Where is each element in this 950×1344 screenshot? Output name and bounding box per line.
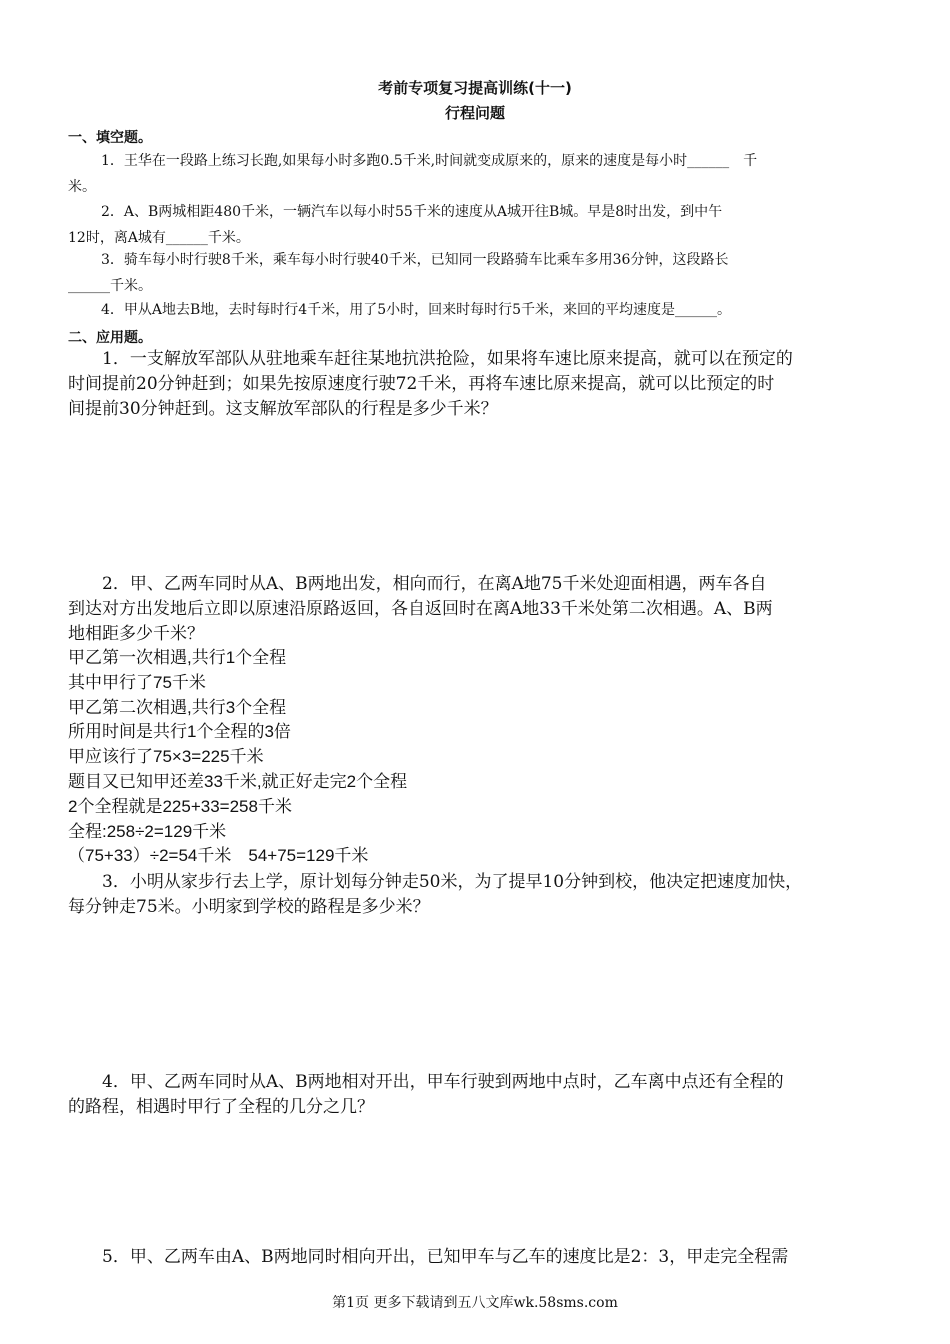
section-application-heading: 二、应用题。 <box>68 330 152 346</box>
fill-question-1-line1: 1．王华在一段路上练习长跑,如果每小时多跑0.5千米,时间就变成原来的，原来的速度是每小时______ 千 <box>101 153 758 169</box>
solution-line: 全程:258÷2=129千米 <box>68 821 227 841</box>
application-question-4-line2: 的路程，相遇时甲行了全程的几分之几？ <box>68 1097 374 1117</box>
application-question-1-line3: 间提前30分钟赶到。这支解放军部队的行程是多少千米？ <box>68 399 498 419</box>
solution-line: 其中甲行了75千米 <box>68 672 206 692</box>
application-question-2-line2: 到达对方出发地后立即以原速沿原路返回，各自返回时在离A地33千米处第二次相遇。A、B两 <box>68 599 773 619</box>
page-footer: 第1页 更多下载请到五八文库wk.58sms.com <box>332 1295 618 1311</box>
fill-question-2-line2: 12时，离A城有______千米。 <box>68 230 250 246</box>
solution-line: 甲乙第一次相遇,共行1个全程 <box>68 648 287 667</box>
page-subtitle: 行程问题 <box>444 104 505 122</box>
fill-question-4-line1: 4．甲从A地去B地，去时每时行4千米，用了5小时，回来时每时行5千米，来回的平均速度是______。 <box>101 302 732 318</box>
application-question-5 <box>68 1245 882 1270</box>
application-question-3-line2: 每分钟走75米。小明家到学校的路程是多少米？ <box>68 897 430 917</box>
question-2-solution <box>68 646 407 869</box>
fill-question-2 <box>68 199 888 251</box>
application-question-1 <box>68 347 882 422</box>
fill-question-1-line2: 米。 <box>68 179 96 195</box>
application-question-4 <box>68 1070 882 1120</box>
solution-line: （75+33）÷2=54千米 54+75=129千米 <box>68 846 369 866</box>
application-question-4-line1: 4．甲、乙两车同时从A、B两地相对开出，甲车行驶到两地中点时，乙车离中点还有全程的 <box>102 1072 784 1092</box>
page-title: 考前专项复习提高训练(十一) <box>378 79 572 97</box>
fill-question-3 <box>68 247 888 299</box>
application-question-5-line1: 5．甲、乙两车由A、B两地同时相向开出，已知甲车与乙车的速度比是2：3，甲走完全程需 <box>102 1247 789 1267</box>
fill-question-3-line1: 3．骑车每小时行驶8千米，乘车每小时行驶40千米，已知同一段路骑车比乘车多用36分钟，这段路长 <box>101 252 729 268</box>
solution-line: 甲应该行了75×3=225千米 <box>68 747 264 767</box>
fill-question-4 <box>68 297 888 323</box>
fill-question-1 <box>68 148 888 200</box>
section-fill-in-heading: 一、填空题。 <box>68 130 152 146</box>
application-question-3 <box>68 870 882 920</box>
solution-line: 2个全程就是225+33=258千米 <box>68 796 292 816</box>
application-question-1-line2: 时间提前20分钟赶到；如果先按原速度行驶72千米，再将车速比原来提高，就可以比预定的时 <box>68 374 775 394</box>
application-question-3-line1: 3．小明从家步行去上学，原计划每分钟走50米，为了提早10分钟到校，他决定把速度加快， <box>102 872 803 892</box>
application-question-1-line1: 1．一支解放军部队从驻地乘车赶往某地抗洪抢险，如果将车速比原来提高，就可以在预定的 <box>102 349 793 369</box>
application-question-2 <box>68 572 882 647</box>
fill-question-3-line2: ______千米。 <box>68 278 152 294</box>
application-question-2-line3: 地相距多少千米？ <box>68 624 204 644</box>
solution-line: 题目又已知甲还差33千米,就正好走完2个全程 <box>68 771 408 791</box>
solution-line: 甲乙第二次相遇,共行3个全程 <box>68 697 287 717</box>
fill-question-2-line1: 2．A、B两城相距480千米，一辆汽车以每小时55千米的速度从A城开往B城。早是8时出发，到中午 <box>101 204 723 220</box>
application-question-2-line1: 2．甲、乙两车同时从A、B两地出发，相向而行，在离A地75千米处迎面相遇，两车各自 <box>102 574 767 594</box>
solution-line: 所用时间是共行1个全程的3倍 <box>68 722 291 742</box>
